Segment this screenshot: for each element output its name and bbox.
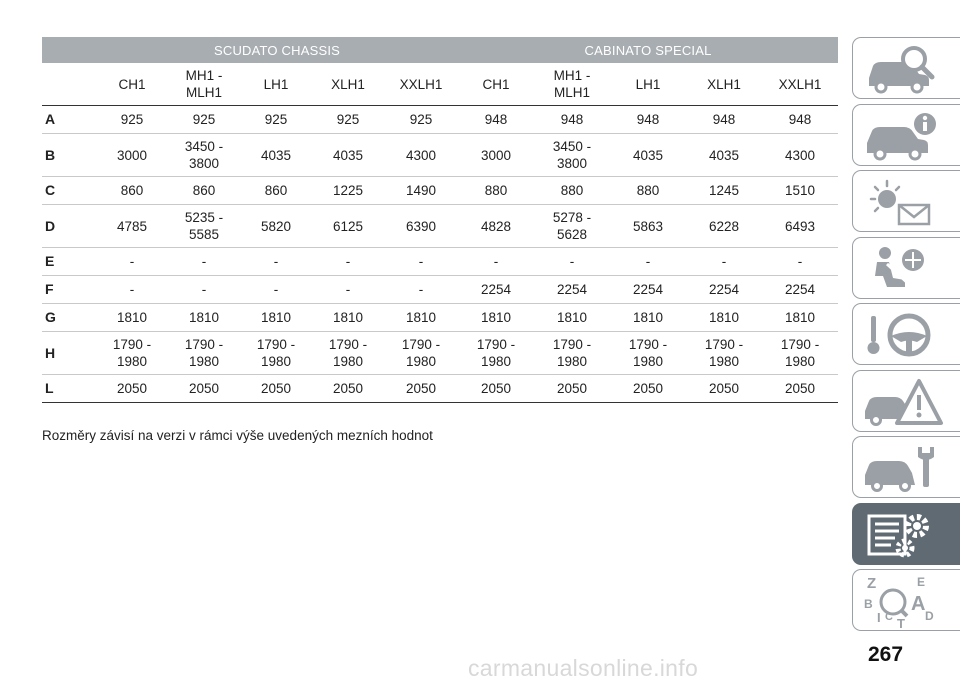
tab-emergency[interactable]	[852, 370, 960, 432]
column-header: LH1	[610, 63, 686, 106]
svg-text:A: A	[911, 593, 926, 615]
table-cell: 948	[534, 106, 610, 134]
table-cell: 1790 - 1980	[168, 332, 240, 375]
column-header: XLH1	[312, 63, 384, 106]
table-cell: -	[384, 276, 458, 304]
row-label: C	[42, 177, 96, 205]
svg-text:E: E	[917, 575, 926, 589]
table-cell: 2050	[240, 375, 312, 403]
technical-data-gear-icon	[859, 508, 949, 562]
table-cell: 1245	[686, 177, 762, 205]
table-cell: 3000	[458, 134, 534, 177]
table-cell: 1810	[312, 304, 384, 332]
tab-safety[interactable]	[852, 237, 960, 299]
table-cell: 1810	[610, 304, 686, 332]
table-cell: -	[312, 276, 384, 304]
table-row	[42, 276, 838, 304]
car-warning-triangle-icon	[859, 375, 949, 429]
car-info-icon	[859, 109, 949, 163]
table-cell: 1810	[534, 304, 610, 332]
row-label: G	[42, 304, 96, 332]
table-cell: 5235 - 5585	[168, 205, 240, 248]
table-cell: 2050	[762, 375, 838, 403]
table-cell: 1490	[384, 177, 458, 205]
table-cell: 2050	[384, 375, 458, 403]
svg-text:I: I	[877, 610, 881, 625]
table-cell: 948	[686, 106, 762, 134]
svg-text:Z: Z	[867, 575, 877, 592]
footnote: Rozměry závisí na verzi v rámci výše uvedených mezních hodnot	[42, 428, 433, 443]
table-cell: -	[96, 248, 168, 276]
tab-warning-lights[interactable]	[852, 170, 960, 232]
table-cell: 2254	[686, 276, 762, 304]
tab-index[interactable]	[852, 569, 960, 631]
table-cell: 1790 - 1980	[686, 332, 762, 375]
table-cell: 2254	[762, 276, 838, 304]
group-header-cabinato: CABINATO SPECIAL	[458, 37, 838, 63]
table-row	[42, 134, 838, 177]
column-header-row	[42, 63, 838, 106]
table-cell: -	[240, 276, 312, 304]
svg-text:T: T	[897, 616, 905, 628]
car-wrench-icon	[859, 441, 949, 495]
table-cell: 1810	[168, 304, 240, 332]
table-cell: 3000	[96, 134, 168, 177]
table-row	[42, 304, 838, 332]
table-cell: 1790 - 1980	[610, 332, 686, 375]
svg-text:D: D	[925, 609, 934, 623]
table-cell: 1810	[686, 304, 762, 332]
table-cell: 1810	[96, 304, 168, 332]
svg-text:B: B	[864, 597, 873, 611]
alphabet-index-icon	[859, 574, 949, 628]
table-cell: 4785	[96, 205, 168, 248]
row-label: D	[42, 205, 96, 248]
column-header: XLH1	[686, 63, 762, 106]
table-cell: 6125	[312, 205, 384, 248]
table-cell: 1790 - 1980	[384, 332, 458, 375]
watermark: carmanualsonline.info	[468, 655, 699, 681]
table-cell: 4300	[384, 134, 458, 177]
table-cell: 2050	[686, 375, 762, 403]
table-cell: -	[384, 248, 458, 276]
table-cell: 1810	[762, 304, 838, 332]
table-cell: 1790 - 1980	[458, 332, 534, 375]
row-label: A	[42, 106, 96, 134]
table-cell: 2254	[458, 276, 534, 304]
table-row	[42, 106, 838, 134]
row-label: L	[42, 375, 96, 403]
table-cell: 880	[458, 177, 534, 205]
warning-light-envelope-icon	[859, 175, 949, 229]
column-header: MH1 - MLH1	[168, 63, 240, 106]
table-cell: 2050	[610, 375, 686, 403]
table-cell: -	[168, 276, 240, 304]
table-cell: -	[458, 248, 534, 276]
chapter-tabs	[852, 37, 960, 636]
table-cell: -	[240, 248, 312, 276]
column-header: XXLH1	[762, 63, 838, 106]
table-cell: 1790 - 1980	[534, 332, 610, 375]
table-cell: 5820	[240, 205, 312, 248]
table-cell: -	[762, 248, 838, 276]
group-header-blank	[42, 37, 96, 63]
column-header: LH1	[240, 63, 312, 106]
table-cell: 2050	[534, 375, 610, 403]
table-cell: 1790 - 1980	[312, 332, 384, 375]
table-row	[42, 205, 838, 248]
table-cell: -	[686, 248, 762, 276]
group-header-row	[42, 37, 838, 63]
table-row	[42, 177, 838, 205]
table-cell: -	[534, 248, 610, 276]
table-cell: -	[312, 248, 384, 276]
row-label: E	[42, 248, 96, 276]
table-cell: 4035	[240, 134, 312, 177]
table-cell: 860	[168, 177, 240, 205]
table-cell: 1790 - 1980	[762, 332, 838, 375]
table-cell: 4035	[312, 134, 384, 177]
table-row	[42, 375, 838, 403]
table-cell: 1790 - 1980	[96, 332, 168, 375]
table-cell: 4035	[610, 134, 686, 177]
table-cell: 3450 - 3800	[168, 134, 240, 177]
table-cell: 860	[240, 177, 312, 205]
table-cell: 925	[240, 106, 312, 134]
column-header: CH1	[96, 63, 168, 106]
table-cell: 1510	[762, 177, 838, 205]
table-cell: 6228	[686, 205, 762, 248]
tab-car-magnifier[interactable]	[852, 37, 960, 99]
column-header-empty	[42, 63, 96, 106]
table-cell: 2050	[312, 375, 384, 403]
tab-car-info[interactable]	[852, 104, 960, 166]
table-cell: -	[168, 248, 240, 276]
table-cell: -	[96, 276, 168, 304]
dimensions-table	[42, 37, 838, 403]
table-cell: 880	[610, 177, 686, 205]
table-cell: 948	[762, 106, 838, 134]
seat-airbag-icon	[859, 242, 949, 296]
table-cell: 6493	[762, 205, 838, 248]
table-cell: 4828	[458, 205, 534, 248]
column-header: CH1	[458, 63, 534, 106]
table-cell: 2050	[458, 375, 534, 403]
table-cell: 2254	[610, 276, 686, 304]
column-header: MH1 - MLH1	[534, 63, 610, 106]
svg-text:C: C	[885, 611, 893, 623]
table-cell: 948	[610, 106, 686, 134]
table-cell: 1225	[312, 177, 384, 205]
tab-driving[interactable]	[852, 303, 960, 365]
table-cell: 925	[96, 106, 168, 134]
table-cell: -	[610, 248, 686, 276]
table-cell: 1810	[240, 304, 312, 332]
table-cell: 6390	[384, 205, 458, 248]
row-label: F	[42, 276, 96, 304]
table-cell: 925	[384, 106, 458, 134]
table-cell: 880	[534, 177, 610, 205]
row-label: H	[42, 332, 96, 375]
table-cell: 4035	[686, 134, 762, 177]
table-cell: 1810	[458, 304, 534, 332]
group-header-scudato: SCUDATO CHASSIS	[96, 37, 458, 63]
table-cell: 1810	[384, 304, 458, 332]
table-cell: 2050	[168, 375, 240, 403]
tab-technical-data[interactable]	[852, 503, 960, 565]
row-label: B	[42, 134, 96, 177]
table-cell: 925	[312, 106, 384, 134]
table-cell: 948	[458, 106, 534, 134]
table-cell: 925	[168, 106, 240, 134]
table-cell: 3450 - 3800	[534, 134, 610, 177]
table-cell: 1790 - 1980	[240, 332, 312, 375]
table-row	[42, 248, 838, 276]
car-magnifier-icon	[859, 42, 949, 96]
table-cell: 2050	[96, 375, 168, 403]
table-cell: 5278 - 5628	[534, 205, 610, 248]
table-cell: 4300	[762, 134, 838, 177]
steering-wheel-key-icon	[859, 308, 949, 362]
tab-maintenance[interactable]	[852, 436, 960, 498]
table-cell: 860	[96, 177, 168, 205]
column-header: XXLH1	[384, 63, 458, 106]
page-number: 267	[868, 643, 904, 666]
table-cell: 2254	[534, 276, 610, 304]
table-cell: 5863	[610, 205, 686, 248]
table-row	[42, 332, 838, 375]
